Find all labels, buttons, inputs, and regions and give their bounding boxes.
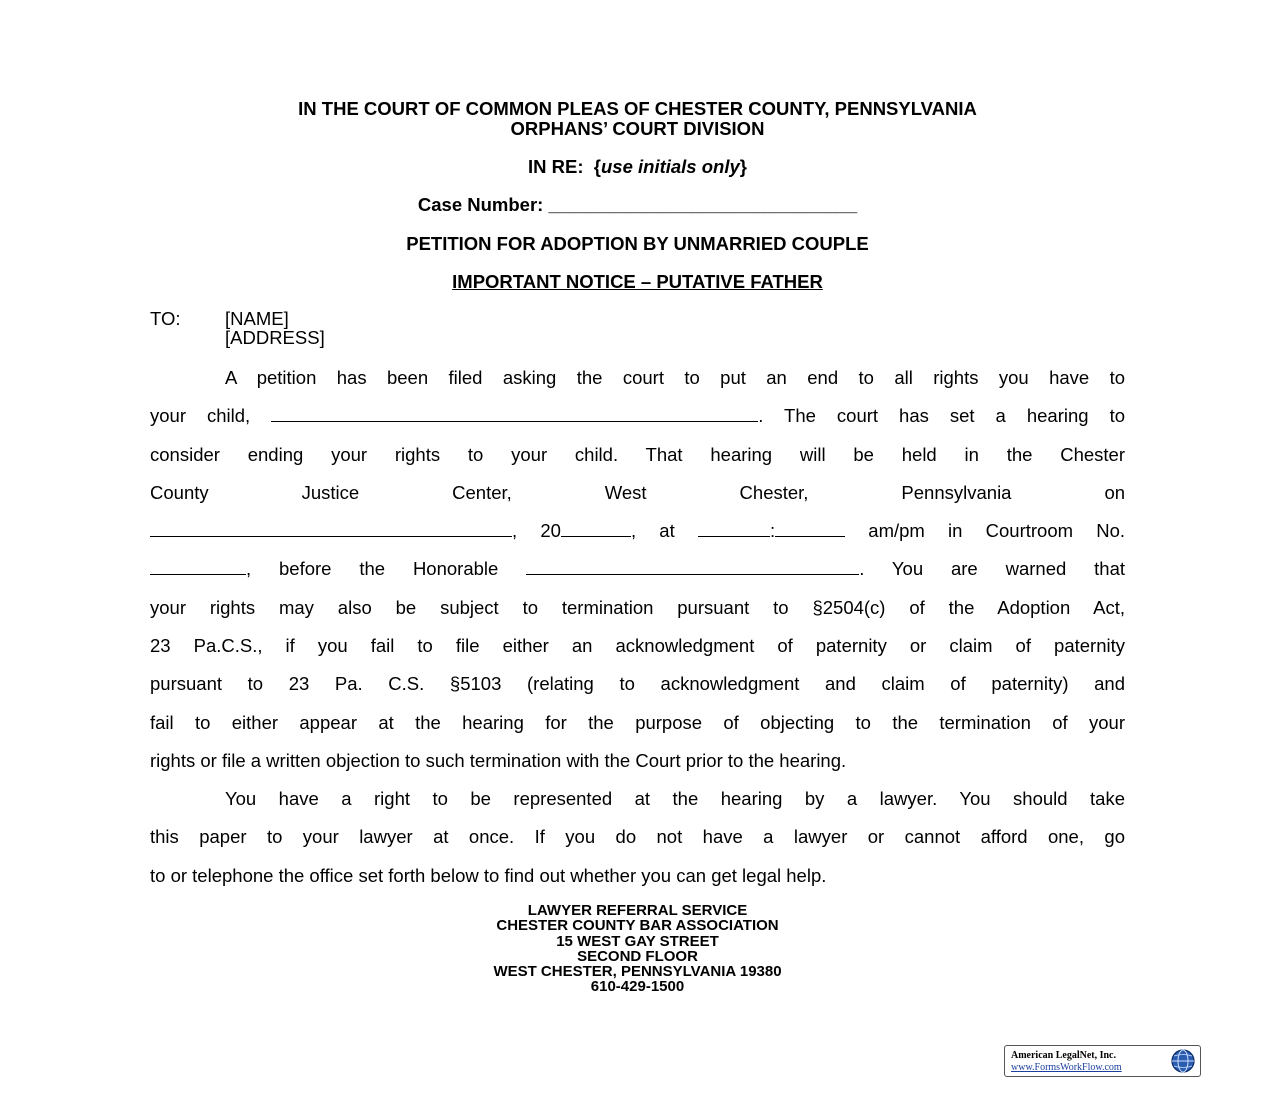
recipient-name: [NAME] xyxy=(225,308,289,329)
referral-line: CHESTER COUNTY BAR ASSOCIATION xyxy=(496,917,779,935)
in-re-value: use initials only xyxy=(600,156,740,177)
p1-line2b: . The court has set a hearing to xyxy=(758,405,1125,427)
p2-line3: to or telephone the office set forth below to find out whether you can get legal help. xyxy=(150,864,827,886)
p1-line8: 23 Pa.C.S., if you fail to file either an acknowledgment of paternity or claim of paternity xyxy=(150,635,1125,657)
p1-line3: consider ending your rights to your child. That hearing will be held in the Chester xyxy=(150,443,1125,465)
p1-line5c: : xyxy=(769,520,776,542)
court-division: ORPHANS’ COURT DIVISION xyxy=(510,118,765,139)
hearing-year-blank[interactable] xyxy=(561,520,631,537)
recipient-address: [ADDRESS] xyxy=(225,327,325,348)
notice-title: IMPORTANT NOTICE – PUTATIVE FATHER xyxy=(452,271,823,292)
recipient-block xyxy=(225,309,325,347)
referral-phone: 610-429-1500 xyxy=(590,978,685,996)
lawyer-referral-block xyxy=(0,903,1275,995)
footer-logo[interactable] xyxy=(1004,1045,1201,1077)
notice-paragraph-2 xyxy=(150,780,1125,895)
p1-line1: A petition has been filed asking the court to put an end to all rights you have to xyxy=(225,367,1125,388)
p1-line4-word: Chester, xyxy=(739,481,809,503)
p2-line1: You have a right to be represented at the hearing by a lawyer. You should take xyxy=(225,788,1125,809)
p1-line6a: , before the Honorable xyxy=(246,558,499,580)
hearing-date-blank[interactable] xyxy=(150,520,512,537)
hearing-hour-blank[interactable] xyxy=(698,520,770,537)
case-number-line xyxy=(0,194,1275,216)
referral-line: 15 WEST GAY STREET xyxy=(556,932,719,950)
p1-line11: rights or file a written objection to such termination with the Court prior to the hearing. xyxy=(150,749,847,771)
notice-paragraph-1 xyxy=(150,359,1125,780)
in-re-line: IN RE: {use initials only} xyxy=(528,156,747,177)
p1-line5a: , 20 xyxy=(512,520,561,542)
logo-url[interactable]: www.FormsWorkFlow.com xyxy=(1011,1062,1122,1073)
court-heading xyxy=(0,99,1275,139)
globe-icon xyxy=(1170,1048,1196,1074)
case-number-blank[interactable]: ______________________________ xyxy=(548,194,858,215)
in-re-label: IN RE: xyxy=(528,156,584,177)
referral-line: WEST CHESTER, PENNSYLVANIA 19380 xyxy=(493,963,782,981)
referral-line: LAWYER REFERRAL SERVICE xyxy=(527,902,748,919)
p1-line2a: your child, xyxy=(150,405,251,427)
p1-line5d: am/pm in Courtroom No. xyxy=(868,520,1126,542)
case-number-label: Case Number: xyxy=(417,194,544,215)
p1-line6b: . You are warned that xyxy=(859,558,1126,580)
p1-line4-word: on xyxy=(1104,481,1126,503)
p1-line4-word: West xyxy=(604,481,647,503)
p1-line4-word: Center, xyxy=(452,481,512,503)
p1-line4-word: Justice xyxy=(301,481,360,503)
p1-line5b: , at xyxy=(630,520,675,542)
p1-line9: pursuant to 23 Pa. C.S. §5103 (relating to acknowledgment and claim of paternity) and xyxy=(150,673,1125,695)
p1-line10: fail to either appear at the hearing for the purpose of objecting to the termination of your xyxy=(150,711,1125,733)
court-name: IN THE COURT OF COMMON PLEAS OF CHESTER COUNTY, PENNSYLVANIA xyxy=(298,98,977,119)
judge-name-blank[interactable] xyxy=(526,558,859,575)
p1-line4-word: County xyxy=(150,481,209,503)
to-label: TO: xyxy=(150,308,181,329)
p2-line2: this paper to your lawyer at once. If you do not have a lawyer or cannot afford one, go xyxy=(150,826,1125,848)
child-name-blank[interactable] xyxy=(271,405,758,422)
logo-company: American LegalNet, Inc. xyxy=(1011,1050,1116,1061)
hearing-minute-blank[interactable] xyxy=(775,520,845,537)
p1-line4-word: Pennsylvania xyxy=(901,481,1012,503)
p1-line7: your rights may also be subject to termination pursuant to §2504(c) of the Adoption Act, xyxy=(150,596,1125,618)
petition-title: PETITION FOR ADOPTION BY UNMARRIED COUPLE xyxy=(406,233,869,254)
courtroom-number-blank[interactable] xyxy=(150,558,246,575)
referral-line: SECOND FLOOR xyxy=(577,947,698,965)
